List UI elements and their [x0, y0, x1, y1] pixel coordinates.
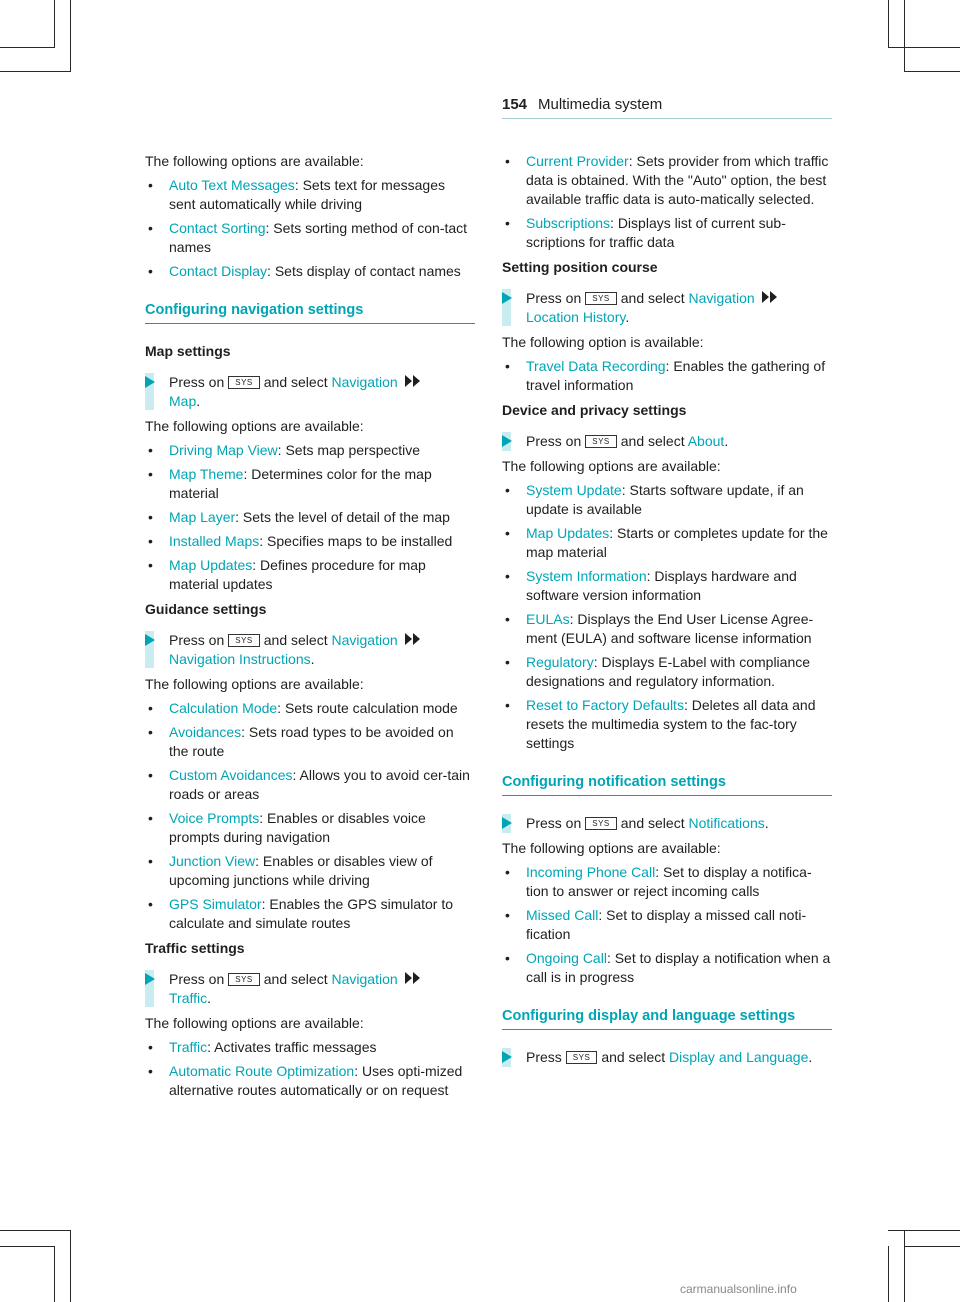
option-term: Junction View [169, 853, 256, 869]
section-title: Configuring navigation settings [145, 301, 475, 324]
option-list [502, 863, 832, 987]
bullet-icon: • [148, 1063, 153, 1079]
menu-path-item: Display and Language [669, 1049, 809, 1065]
list-item [502, 357, 832, 395]
crop-mark [70, 0, 71, 72]
option-desc: : Set to display a notification when a call is in progress [526, 950, 831, 985]
bullet-icon: • [148, 700, 153, 716]
instruction-step: Press on SYS and select Navigation Location History. [502, 289, 832, 327]
option-desc: : Starts or completes update for the map material [526, 525, 828, 560]
list-item [145, 465, 475, 503]
bullet-icon: • [505, 482, 510, 498]
crop-mark [888, 47, 960, 48]
bullet-icon: • [148, 442, 153, 458]
step-arrow-icon [502, 292, 512, 304]
option-term: Travel Data Recording [526, 358, 666, 374]
option-term: Automatic Route Optimization [169, 1063, 355, 1079]
list-item [145, 809, 475, 847]
list-item [502, 610, 832, 648]
instruction-step: Press on SYS and select About. [502, 432, 832, 451]
intro-text: The following option is available: [502, 334, 704, 350]
list-item [145, 766, 475, 804]
instruction-step: Press on SYS and select Navigation Traffic. [145, 970, 475, 1008]
bullet-icon: • [505, 358, 510, 374]
bullet-icon: • [148, 533, 153, 549]
option-desc: : Set to display a notifica-tion to answer or reject incoming calls [526, 864, 812, 899]
list-item [145, 441, 475, 460]
option-desc: : Sets the level of detail of the map [235, 509, 450, 525]
sys-button-icon: SYS [585, 292, 617, 305]
option-desc: : Sets display of contact names [267, 263, 461, 279]
crop-mark [0, 1230, 71, 1231]
option-desc: : Displays list of current sub-scriptions for traffic data [526, 215, 786, 250]
bullet-icon: • [505, 864, 510, 880]
intro-text: The following options are available: [502, 840, 721, 856]
option-desc: : Uses opti-mized alternative routes automatically or on request [169, 1063, 463, 1098]
bullet-icon: • [148, 466, 153, 482]
option-term: Regulatory [526, 654, 594, 670]
bullet-icon: • [148, 557, 153, 573]
bullet-icon: • [148, 1039, 153, 1055]
list-item [145, 262, 475, 281]
option-term: Reset to Factory Defaults [526, 697, 684, 713]
option-term: Driving Map View [169, 442, 278, 458]
option-term: Missed Call [526, 907, 599, 923]
step-arrow-icon [145, 376, 155, 388]
menu-path-item: About [687, 433, 725, 449]
intro-text: The following options are available: [502, 458, 721, 474]
instruction-step: Press on SYS and select Notifications. [502, 814, 832, 833]
option-desc: : Sets route calculation mode [277, 700, 458, 716]
bullet-icon: • [505, 697, 510, 713]
step-arrow-icon [502, 817, 512, 829]
menu-path-item: Traffic [169, 990, 208, 1006]
list-item [502, 152, 832, 209]
option-term: Map Updates [526, 525, 610, 541]
option-term: Contact Sorting [169, 220, 266, 236]
section-title: Configuring display and language settings [502, 1007, 832, 1030]
option-desc: : Sets map perspective [277, 442, 421, 458]
option-term: Map Theme [169, 466, 244, 482]
menu-path-item: Notifications [688, 815, 765, 831]
bullet-icon: • [505, 611, 510, 627]
menu-path-item: Map [169, 393, 197, 409]
crop-mark [54, 0, 55, 48]
menu-path-item: Navigation [331, 632, 398, 648]
option-term: Map Updates [169, 557, 253, 573]
subsection-title: Map settings [145, 343, 231, 359]
list-item [502, 524, 832, 562]
crop-mark [54, 1246, 55, 1302]
option-term: Avoidances [169, 724, 242, 740]
bullet-icon: • [505, 568, 510, 584]
instruction-step: Press on SYS and select Navigation Navigation Instructions. [145, 631, 475, 669]
option-term: Map Layer [169, 509, 236, 525]
subsection-title: Device and privacy settings [502, 402, 687, 418]
crop-mark [888, 0, 889, 48]
crop-mark [888, 1230, 960, 1231]
section-title: Configuring notification settings [502, 773, 832, 796]
bullet-icon: • [148, 810, 153, 826]
option-desc: : Displays hardware and software version information [526, 568, 797, 603]
double-arrow-icon [402, 970, 424, 986]
list-item [145, 556, 475, 594]
menu-path-item: Navigation [331, 971, 398, 987]
option-desc: : Displays E-Label with compliance designations and regulatory information. [526, 654, 811, 689]
list-item [502, 863, 832, 901]
option-desc: : Enables the gathering of travel information [526, 358, 826, 393]
intro-text: The following options are available: [145, 676, 364, 692]
page-number: 154 [502, 96, 528, 113]
step-arrow-icon [145, 634, 155, 646]
crop-mark [888, 1246, 889, 1302]
list-item [145, 895, 475, 933]
option-term: Current Provider [526, 153, 629, 169]
bullet-icon: • [148, 220, 153, 236]
option-desc: : Set to display a missed call noti-fication [526, 907, 807, 942]
bullet-icon: • [148, 177, 153, 193]
list-item [145, 219, 475, 257]
option-term: System Update [526, 482, 622, 498]
list-item [145, 852, 475, 890]
option-desc: : Allows you to avoid cer-tain roads or areas [169, 767, 470, 802]
option-term: Calculation Mode [169, 700, 278, 716]
menu-path-item: Navigation Instructions [169, 651, 311, 667]
bullet-icon: • [505, 215, 510, 231]
bullet-icon: • [148, 853, 153, 869]
bullet-icon: • [148, 263, 153, 279]
option-list [145, 176, 475, 281]
bullet-icon: • [505, 950, 510, 966]
list-item [502, 481, 832, 519]
option-list [502, 152, 832, 252]
option-term: Voice Prompts [169, 810, 260, 826]
subsection-title: Guidance settings [145, 601, 267, 617]
option-desc: : Determines color for the map material [169, 466, 432, 501]
option-term: Installed Maps [169, 533, 260, 549]
list-item [502, 949, 832, 987]
option-term: Ongoing Call [526, 950, 607, 966]
list-item [145, 176, 475, 214]
option-term: Contact Display [169, 263, 268, 279]
crop-mark [904, 1246, 960, 1247]
double-arrow-icon [759, 289, 781, 305]
option-term: Custom Avoidances [169, 767, 293, 783]
step-arrow-icon [145, 973, 155, 985]
subsection-title: Setting position course [502, 259, 658, 275]
instruction-step: Press SYS and select Display and Language. [502, 1048, 832, 1067]
bullet-icon: • [505, 654, 510, 670]
menu-path-item: Location History [526, 309, 626, 325]
step-arrow-icon [502, 1051, 512, 1063]
option-desc: : Enables or disables voice prompts during navigation [169, 810, 426, 845]
list-item [145, 508, 475, 527]
instruction-step: Press on SYS and select Navigation Map. [145, 373, 475, 411]
crop-mark [0, 47, 55, 48]
intro-text: The following options are available: [145, 153, 364, 169]
sys-button-icon: SYS [228, 376, 260, 389]
menu-path-item: Navigation [688, 290, 755, 306]
page-header [502, 94, 832, 119]
bullet-icon: • [148, 724, 153, 740]
sys-button-icon: SYS [585, 817, 617, 830]
menu-path-item: Navigation [331, 374, 398, 390]
option-desc: : Sets provider from which traffic data is obtained. With the "Auto" option, the best available traffic data is auto-matically selected. [526, 153, 829, 207]
option-list [145, 1038, 475, 1100]
list-item [502, 906, 832, 944]
crop-mark [904, 71, 960, 72]
sys-button-icon: SYS [585, 435, 617, 448]
step-arrow-icon [502, 435, 512, 447]
subsection-title: Traffic settings [145, 940, 245, 956]
option-desc: : Displays the End User License Agree-ment (EULA) and software license information [526, 611, 814, 646]
option-desc: : Enables or disables view of upcoming junctions while driving [169, 853, 433, 888]
list-item [145, 699, 475, 718]
sys-button-icon: SYS [566, 1051, 598, 1064]
left-column [145, 152, 475, 1105]
option-term: GPS Simulator [169, 896, 262, 912]
option-list [145, 441, 475, 594]
list-item [145, 723, 475, 761]
option-desc: : Enables the GPS simulator to calculate and simulate routes [169, 896, 454, 931]
double-arrow-icon [402, 373, 424, 389]
double-arrow-icon [402, 631, 424, 647]
list-item [502, 214, 832, 252]
sys-button-icon: SYS [228, 973, 260, 986]
option-term: Subscriptions [526, 215, 611, 231]
intro-text: The following options are available: [145, 1015, 364, 1031]
watermark: carmanualsonline.info [680, 1282, 797, 1296]
option-desc: : Specifies maps to be installed [259, 533, 453, 549]
bullet-icon: • [148, 509, 153, 525]
sys-button-icon: SYS [228, 634, 260, 647]
list-item [502, 567, 832, 605]
list-item [145, 1038, 475, 1057]
list-item [145, 532, 475, 551]
crop-mark [70, 1230, 71, 1302]
list-item [502, 653, 832, 691]
page-section-title: Multimedia system [538, 96, 663, 113]
bullet-icon: • [505, 907, 510, 923]
option-term: Traffic [169, 1039, 208, 1055]
bullet-icon: • [148, 896, 153, 912]
bullet-icon: • [505, 153, 510, 169]
option-list [502, 481, 832, 753]
crop-mark [0, 1246, 55, 1247]
option-desc: : Deletes all data and resets the multimedia system to the fac-tory settings [526, 697, 816, 751]
list-item [502, 696, 832, 753]
option-list [145, 699, 475, 933]
list-item [145, 1062, 475, 1100]
option-desc: : Sets sorting method of con-tact names [169, 220, 468, 255]
option-desc: : Starts software update, if an update is available [526, 482, 804, 517]
option-term: System Information [526, 568, 647, 584]
option-desc: : Sets text for messages sent automatically while driving [169, 177, 445, 212]
crop-mark [904, 0, 905, 72]
right-column [502, 152, 832, 1073]
option-term: Incoming Phone Call [526, 864, 656, 880]
crop-mark [904, 1230, 905, 1302]
option-list [502, 357, 832, 395]
bullet-icon: • [148, 767, 153, 783]
option-term: Auto Text Messages [169, 177, 295, 193]
option-desc: : Defines procedure for map material updates [169, 557, 426, 592]
option-desc: : Sets road types to be avoided on the route [169, 724, 454, 759]
option-term: EULAs [526, 611, 570, 627]
bullet-icon: • [505, 525, 510, 541]
option-desc: : Activates traffic messages [207, 1039, 377, 1055]
crop-mark [0, 71, 71, 72]
intro-text: The following options are available: [145, 418, 364, 434]
